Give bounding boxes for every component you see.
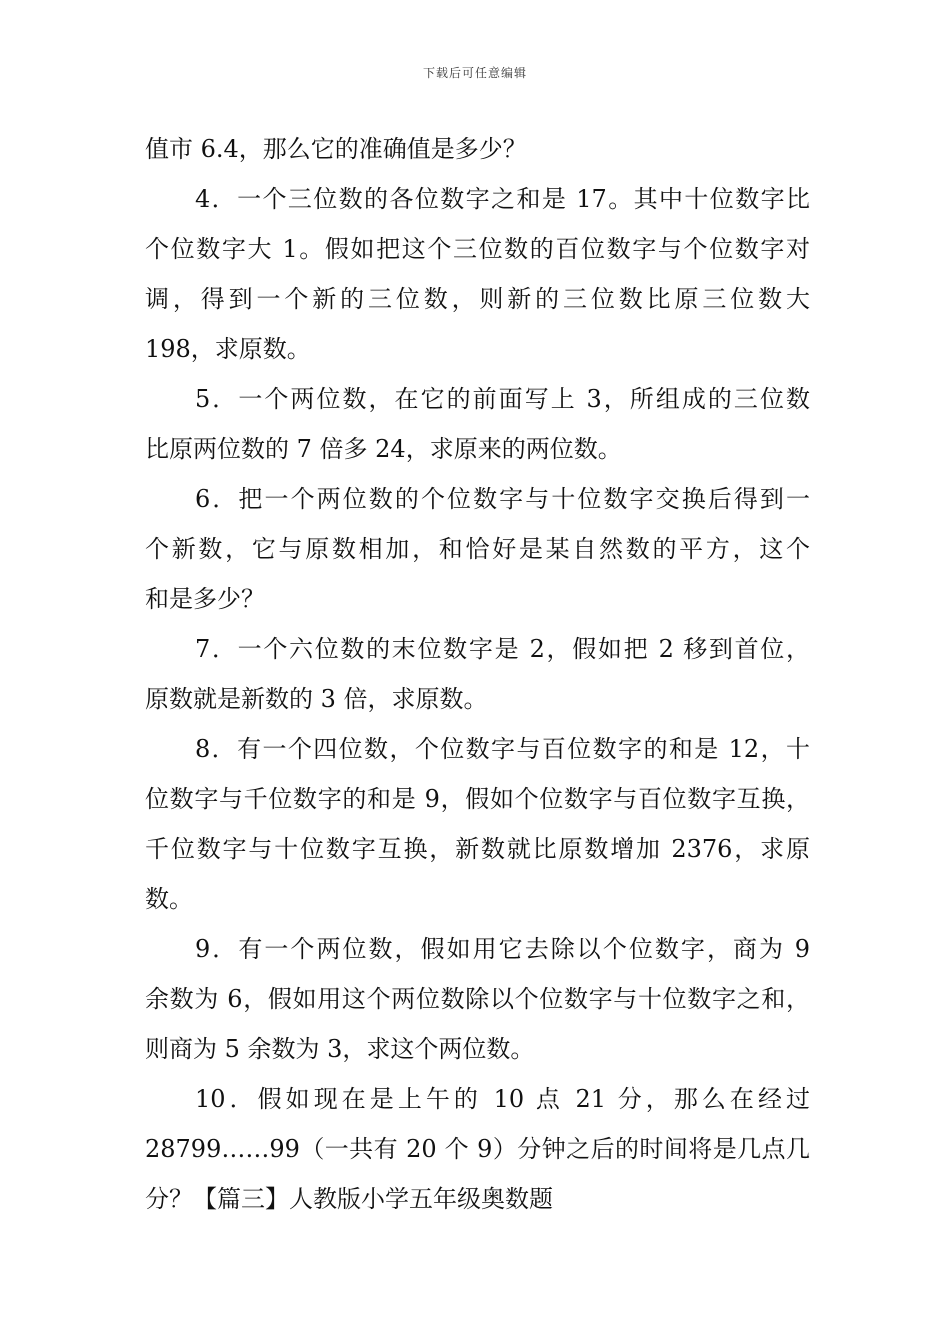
problem-8-line: 位数字与千位数字的和是 9，假如个位数字与百位数字互换， — [145, 785, 810, 813]
problem-7-line: 原数就是新数的 3 倍，求原数。 — [145, 685, 488, 713]
problem-5-line: 5．一个两位数，在它的前面写上 3，所组成的三位数 — [195, 385, 810, 413]
problem-10-line: 28799……99（一共有 20 个 9）分钟之后的时间将是几点几 — [145, 1135, 810, 1163]
document-body — [145, 124, 810, 1224]
problem-6-line: 和是多少？ — [145, 585, 265, 613]
problem-8-line: 千位数字与十位数字互换，新数就比原数增加 2376，求原 — [145, 835, 810, 863]
problem-4-line: 198，求原数。 — [145, 335, 311, 363]
problem-6-line: 6．把一个两位数的个位数字与十位数字交换后得到一 — [195, 485, 810, 513]
problem-9-line: 9．有一个两位数，假如用它去除以个位数字，商为 9 — [195, 935, 810, 963]
problem-9-line: 则商为 5 余数为 3，求这个两位数。 — [145, 1035, 535, 1063]
text-line: 值市 6.4，那么它的准确值是多少？ — [145, 135, 527, 163]
section-heading-line: 分？【篇三】人教版小学五年级奥数题 — [145, 1185, 553, 1213]
problem-6-line: 个新数，它与原数相加，和恰好是某自然数的平方，这个 — [145, 535, 810, 563]
problem-8-line: 8．有一个四位数，个位数字与百位数字的和是 12，十 — [195, 735, 810, 763]
problem-8-line: 数。 — [145, 885, 193, 913]
problem-4-line: 个位数字大 1。假如把这个三位数的百位数字与个位数字对 — [145, 235, 810, 263]
page-header: 下载后可任意编辑 — [422, 66, 527, 80]
problem-5-line: 比原两位数的 7 倍多 24，求原来的两位数。 — [145, 435, 622, 463]
problem-4-line: 调，得到一个新的三位数，则新的三位数比原三位数大 — [145, 285, 810, 313]
problem-9-line: 余数为 6，假如用这个两位数除以个位数字与十位数字之和， — [145, 985, 810, 1013]
problem-4-line: 4．一个三位数的各位数字之和是 17。其中十位数字比 — [195, 185, 810, 213]
problem-7-line: 7．一个六位数的末位数字是 2，假如把 2 移到首位， — [195, 635, 810, 663]
problem-10-line: 10．假如现在是上午的 10 点 21 分，那么在经过 — [195, 1085, 810, 1113]
